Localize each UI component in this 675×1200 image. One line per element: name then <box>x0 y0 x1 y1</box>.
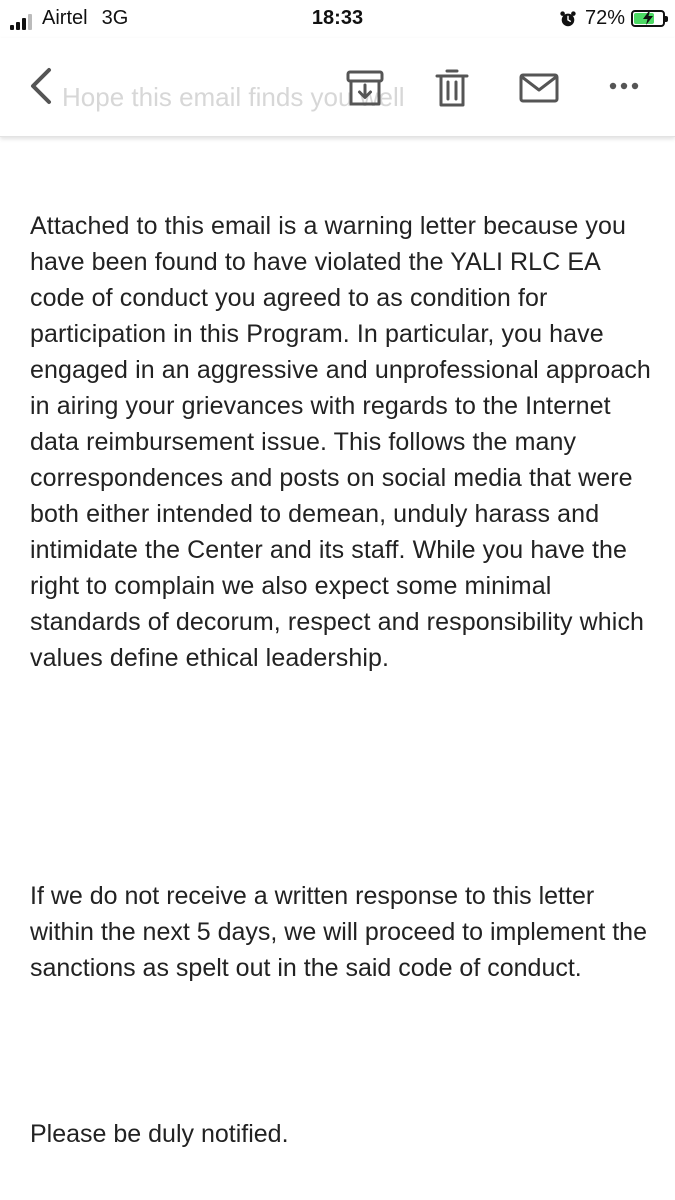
archive-icon <box>346 70 384 108</box>
trash-button[interactable] <box>432 66 472 110</box>
charging-bolt-icon <box>641 11 655 25</box>
email-paragraph-1: Attached to this email is a warning letter because you have been found to have violated the YALI RLC EA code of conduct you agreed to as condition for participation in this Program. In particular, you have engaged in an aggressive and unprofessional approach in airing your grievances with regards to the Internet data reimbursement issue. This follows the many correspondences and posts on social media that were both either intended to demean, unduly harass and intimidate the Center and its staff. While you have the right to complain we also expect some minimal standards of decorum, respect and responsibility which values define ethical leadership. <box>30 212 651 672</box>
trash-icon <box>435 68 469 108</box>
email-paragraph-3: Please be duly notified. <box>30 1120 289 1148</box>
battery-icon <box>631 10 665 27</box>
more-icon <box>608 81 640 91</box>
alarm-icon <box>559 10 577 28</box>
back-button[interactable] <box>22 66 58 106</box>
faded-subject-title: Hope this email finds you well <box>62 82 405 112</box>
more-options-button[interactable] <box>602 74 646 98</box>
status-bar <box>0 0 675 38</box>
battery-percent: 72% <box>584 7 625 29</box>
network-type: 3G <box>101 7 129 29</box>
status-time: 18:33 <box>311 7 364 29</box>
status-right <box>559 7 665 30</box>
archive-button[interactable] <box>344 68 386 110</box>
email-body <box>30 208 655 676</box>
mark-unread-button[interactable] <box>516 70 562 106</box>
back-chevron-icon <box>27 67 53 105</box>
email-toolbar <box>0 38 675 137</box>
email-paragraph-2: If we do not receive a written response to this letter within the next 5 days, we will proceed to implement the sanctions as spelt out in the said code of conduct. <box>30 882 647 982</box>
mail-icon <box>519 73 559 103</box>
carrier-name: Airtel <box>42 7 88 29</box>
